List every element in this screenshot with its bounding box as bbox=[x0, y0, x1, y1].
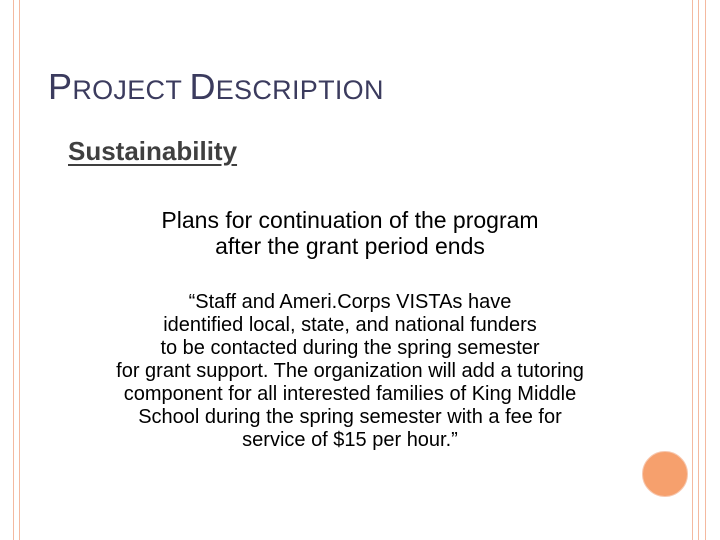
left-frame-line-outer bbox=[13, 0, 14, 540]
intro-line: after the grant period ends bbox=[215, 233, 485, 259]
right-frame-line-2 bbox=[698, 0, 699, 540]
quote-line: “Staff and Ameri.Corps VISTAs have bbox=[188, 291, 512, 313]
quote-line: identified local, state, and national funders bbox=[163, 314, 537, 336]
quote-line: to be contacted during the spring semester bbox=[160, 337, 540, 359]
quote-line: component for all interested families of King Middle bbox=[123, 383, 577, 405]
section-heading: Sustainability bbox=[68, 136, 238, 166]
intro-text bbox=[0, 207, 700, 259]
quote-line: for grant support. The organization will add a tutoring bbox=[116, 360, 584, 382]
title-rest-1: ROJECT bbox=[72, 75, 190, 105]
slide-title bbox=[48, 66, 384, 108]
quote-line: service of $15 per hour.” bbox=[242, 429, 458, 451]
quote-line: School during the spring semester with a fee for bbox=[138, 406, 562, 428]
title-rest-2: ESCRIPTION bbox=[215, 75, 384, 105]
right-frame-line-3 bbox=[705, 0, 706, 540]
left-frame-line-inner bbox=[19, 0, 20, 540]
decorative-circle bbox=[642, 451, 688, 497]
right-frame-line-1 bbox=[692, 0, 693, 540]
quote-text bbox=[0, 291, 700, 452]
intro-line: Plans for continuation of the program bbox=[161, 207, 539, 233]
title-initial-2: D bbox=[189, 66, 216, 107]
title-initial-1: P bbox=[48, 66, 73, 107]
